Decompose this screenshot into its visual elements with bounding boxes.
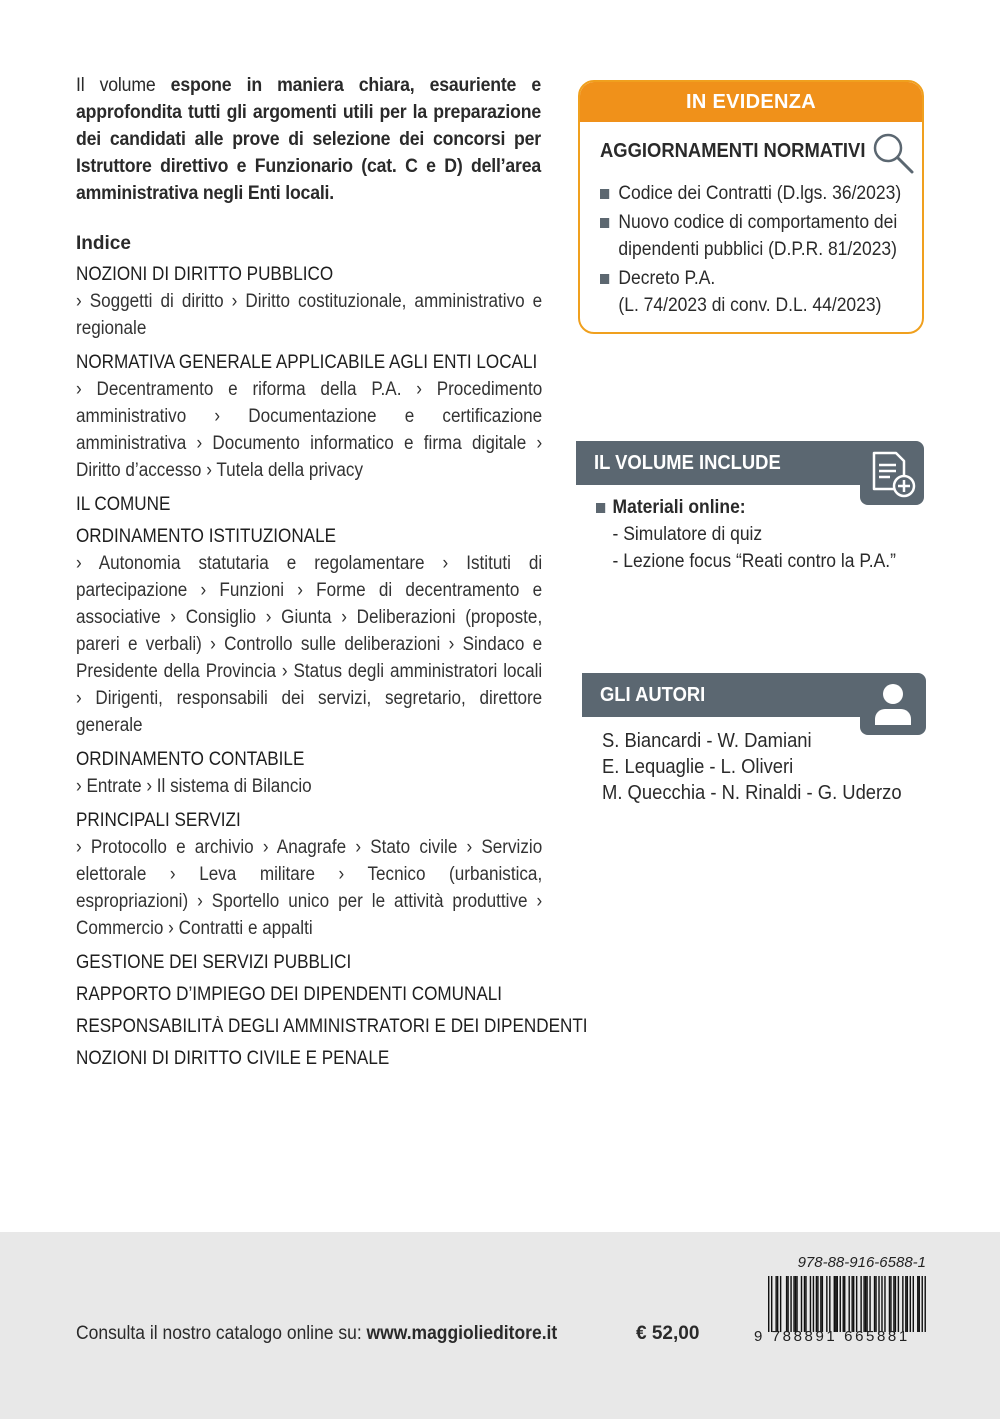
- authors-banner: [582, 673, 878, 717]
- barcode-bar: [853, 1276, 854, 1332]
- index-section-heading: NOZIONI DI DIRITTO PUBBLICO: [76, 264, 334, 285]
- barcode: [754, 1254, 926, 1350]
- authors-header: GLI AUTORI: [600, 684, 706, 706]
- barcode-bar: [816, 1276, 817, 1332]
- index-section: [76, 981, 542, 1008]
- barcode-bar: [829, 1276, 830, 1332]
- index-section: [76, 949, 542, 976]
- barcode-bar: [905, 1276, 906, 1332]
- bullet-square: [600, 274, 609, 284]
- barcode-bar: [907, 1276, 908, 1332]
- barcode-bar: [866, 1276, 867, 1332]
- evidenza-subtitle: AGGIORNAMENTI NORMATIVI: [600, 140, 866, 162]
- index-section-heading: RAPPORTO D’IMPIEGO DEI DIPENDENTI COMUNALI: [76, 984, 502, 1005]
- index-section: [76, 261, 542, 342]
- barcode-bar: [787, 1276, 788, 1332]
- barcode-bar: [775, 1276, 776, 1332]
- barcode-digits: 9 788891 665881: [754, 1328, 910, 1345]
- barcode-bar: [910, 1276, 911, 1332]
- back-cover-text: [76, 72, 588, 1077]
- include-sub-item: - Lezione focus “Reati contro la P.A.”: [612, 551, 896, 572]
- evidenza-item-line: Decreto P.A.: [618, 268, 716, 289]
- barcode-bar: [878, 1276, 879, 1332]
- authors-icon-tab: [860, 673, 926, 735]
- barcode-bar: [826, 1276, 827, 1332]
- index-section: [76, 1013, 588, 1040]
- catalog-text: [76, 1323, 557, 1345]
- evidenza-item: [600, 180, 902, 207]
- include-header: IL VOLUME INCLUDE: [594, 452, 781, 474]
- include-sub-item: - Simulatore di quiz: [612, 524, 763, 545]
- barcode-bar: [889, 1276, 890, 1332]
- index-section-topics: › Entrate › Il sistema di Bilancio: [76, 776, 312, 797]
- barcode-bar: [813, 1276, 814, 1332]
- include-list: [596, 494, 926, 575]
- barcode-bar: [835, 1276, 836, 1332]
- evidenza-item-line: dipendenti pubblici (D.P.R. 81/2023): [618, 239, 897, 260]
- barcode-bar: [856, 1276, 857, 1332]
- index-section-heading: GESTIONE DEI SERVIZI PUBBLICI: [76, 952, 352, 973]
- author-line: S. Biancardi - W. Damiani: [602, 730, 812, 752]
- index-section: [76, 491, 542, 518]
- barcode-bar: [793, 1276, 794, 1332]
- evidenza-header: IN EVIDENZA: [580, 82, 922, 122]
- barcode-bar: [790, 1276, 791, 1332]
- barcode-bar: [898, 1276, 899, 1332]
- barcode-bar: [874, 1276, 875, 1332]
- evidenza-item-line: Nuovo codice di comportamento dei: [618, 212, 898, 233]
- index-section-topics: › Decentramento e riforma della P.A. › Procedimento amministrativo › Documentazione e certificazione amministrativa › Documento informatico e firma digitale › Diritto d’accesso › Tutela della privacy: [76, 379, 543, 481]
- index-section-heading: IL COMUNE: [76, 494, 171, 515]
- barcode-bar: [922, 1276, 923, 1332]
- index-section: [76, 807, 542, 942]
- evidenza-item-line: Codice dei Contratti (D.lgs. 36/2023): [618, 183, 902, 204]
- index-section: [76, 1045, 542, 1072]
- index-title: Indice: [76, 233, 131, 254]
- index-section: [76, 349, 542, 484]
- catalog-label: Consulta il nostro catalogo online su:: [76, 1323, 367, 1344]
- barcode-bar: [795, 1276, 796, 1332]
- barcode-bar: [863, 1276, 864, 1332]
- bullet-square: [600, 218, 609, 228]
- barcode-bar: [837, 1276, 838, 1332]
- barcode-bar: [875, 1276, 876, 1332]
- barcode-bar: [865, 1276, 866, 1332]
- evidenza-item-line: (L. 74/2023 di conv. D.L. 44/2023): [618, 295, 882, 316]
- index-section-heading: NORMATIVA GENERALE APPLICABILE AGLI ENTI LOCALI: [76, 352, 538, 373]
- isbn-number: 978-88-916-6588-1: [797, 1254, 926, 1271]
- evidenza-list: [600, 180, 920, 321]
- barcode-bar: [780, 1276, 781, 1332]
- barcode-bar: [768, 1276, 769, 1332]
- index-section-topics: › Autonomia statutaria e regolamentare › Istituti di partecipazione › Funzioni › Forme di decentramento e associative › Consiglio › Giunta › Deliberazioni (proposte, pareri e verbali) › Controllo sulle deliberazioni › Sindaco e Presidente della Provincia › Status degli amministratori locali › Dirigenti, responsabili dei servizi, segretario, direttore generale: [76, 553, 543, 736]
- index-section-topics: › Protocollo e archivio › Anagrafe › Stato civile › Servizio elettorale › Leva militare › Tecnico (urbanistica, espropriazioni) › Sportello unico per le attività produttive › Commercio › Contratti e appalti: [76, 837, 543, 939]
- barcode-bar: [822, 1276, 823, 1332]
- bullet-square: [600, 189, 609, 199]
- intro-paragraph: [76, 72, 541, 207]
- index-section: [76, 746, 542, 800]
- index-section-heading: ORDINAMENTO ISTITUZIONALE: [76, 526, 337, 547]
- evidenza-box: [578, 80, 924, 334]
- barcode-bar: [840, 1276, 841, 1332]
- barcode-bar: [801, 1276, 802, 1332]
- author-line: M. Quecchia - N. Rinaldi - G. Uderzo: [602, 782, 902, 804]
- authors-list: [602, 728, 928, 806]
- catalog-url-link[interactable]: www.maggiolieditore.it: [366, 1323, 558, 1344]
- index-section-heading: NOZIONI DI DIRITTO CIVILE E PENALE: [76, 1048, 390, 1069]
- barcode-bar: [771, 1276, 772, 1332]
- barcode-bar: [810, 1276, 811, 1332]
- include-main-label: Materiali online:: [612, 497, 746, 518]
- barcode-bar: [796, 1276, 797, 1332]
- barcode-bar: [881, 1276, 882, 1332]
- barcode-bar: [925, 1276, 926, 1332]
- person-icon: [860, 673, 926, 735]
- index-section-heading: ORDINAMENTO CONTABILE: [76, 749, 305, 770]
- magnifier-icon: [868, 128, 918, 178]
- include-main-item: [596, 494, 900, 521]
- barcode-bar: [804, 1276, 805, 1332]
- barcode-bars: [768, 1276, 926, 1332]
- barcode-bar: [817, 1276, 818, 1332]
- evidenza-item: [600, 209, 898, 263]
- barcode-bar: [843, 1276, 844, 1332]
- barcode-bar: [851, 1276, 852, 1332]
- barcode-bar: [848, 1276, 849, 1332]
- price: € 52,00: [636, 1323, 700, 1344]
- barcode-bar: [890, 1276, 891, 1332]
- index-section-topics: › Soggetti di diritto › Diritto costituzionale, amministrativo e regionale: [76, 291, 543, 339]
- evidenza-item: [600, 265, 894, 319]
- barcode-bar: [895, 1276, 896, 1332]
- barcode-bar: [834, 1276, 835, 1332]
- index-section-heading: RESPONSABILITÀ DEGLI AMMINISTRATORI E DEI DIPENDENTI: [76, 1016, 588, 1037]
- barcode-bar: [869, 1276, 870, 1332]
- barcode-bar: [913, 1276, 914, 1332]
- author-line: E. Lequaglie - L. Oliveri: [602, 756, 794, 778]
- barcode-bar: [820, 1276, 821, 1332]
- barcode-bar: [844, 1276, 845, 1332]
- barcode-bar: [919, 1276, 920, 1332]
- barcode-bar: [902, 1276, 903, 1332]
- barcode-bar: [777, 1276, 778, 1332]
- barcode-bar: [786, 1276, 787, 1332]
- intro-lead: Il volume: [76, 75, 171, 96]
- barcode-bar: [805, 1276, 806, 1332]
- index-section: [76, 523, 542, 739]
- intro-bold: espone in maniera chiara, esauriente e approfondita tutti gli argomenti utili per la preparazione dei candidati alle prove di selezione dei concorsi per Istruttore direttivo e Funzionario (cat. C e D) dell’area amministrativa negli Enti locali.: [76, 75, 542, 204]
- include-banner: [576, 441, 872, 485]
- barcode-bar: [893, 1276, 894, 1332]
- barcode-bar: [860, 1276, 861, 1332]
- barcode-bar: [884, 1276, 885, 1332]
- barcode-bar: [917, 1276, 918, 1332]
- index-section-heading: PRINCIPALI SERVIZI: [76, 810, 241, 831]
- index-sections: [76, 261, 588, 1072]
- bullet-square: [596, 503, 605, 513]
